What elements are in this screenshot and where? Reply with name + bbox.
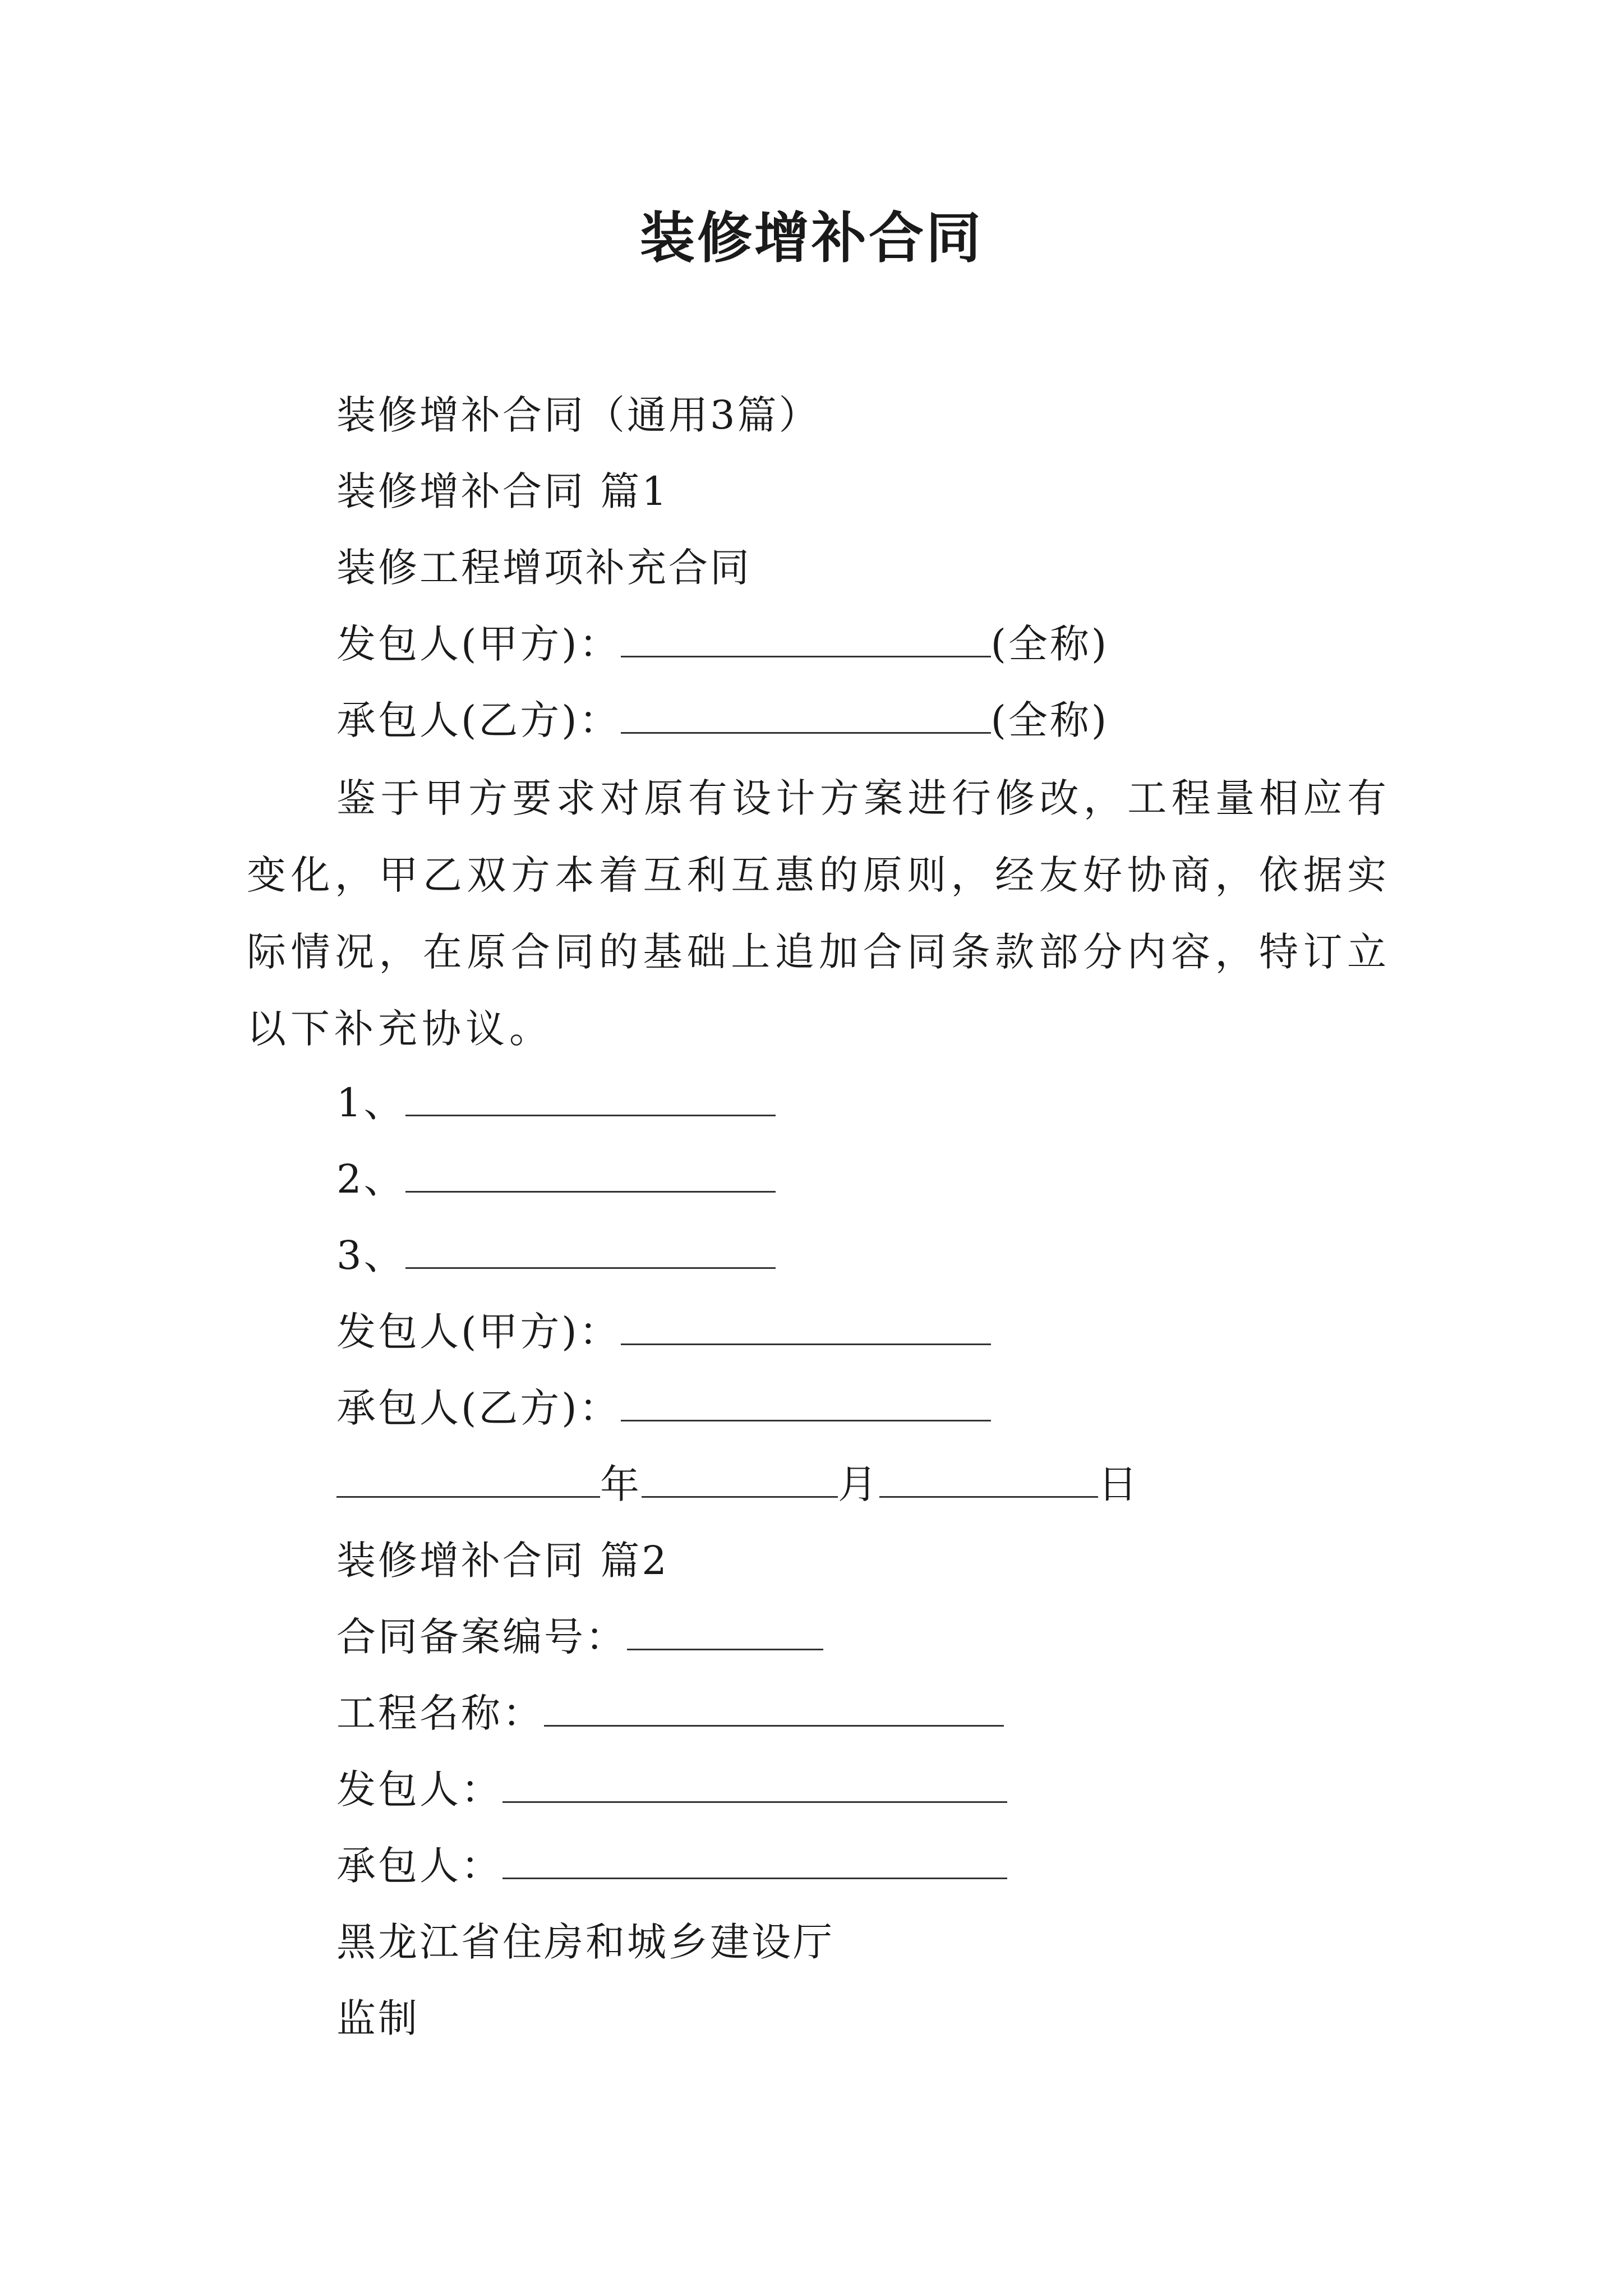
item-3-blank — [405, 1232, 776, 1269]
sign-a-line — [336, 1304, 991, 1360]
month-blank — [642, 1461, 838, 1498]
project-name-blank — [544, 1690, 1004, 1727]
item-1-number: 1、 — [336, 1080, 405, 1126]
item-2-number: 2、 — [336, 1156, 405, 1202]
sign-b-label: 承包人(乙方)： — [336, 1385, 621, 1431]
sign-b-line — [336, 1380, 991, 1436]
party-b-blank — [621, 697, 991, 734]
sign-a-label: 发包人(甲方)： — [336, 1309, 621, 1355]
subtitle: 装修增补合同（通用3篇） — [336, 392, 820, 438]
item-2-line — [336, 1151, 776, 1207]
item-3-line — [336, 1227, 776, 1283]
employer-label: 发包人： — [336, 1766, 502, 1812]
item-2-blank — [405, 1156, 776, 1193]
section1-doc-title: 装修工程增项补充合同 — [336, 545, 751, 591]
party-b-full-name-note: (全称) — [990, 697, 1109, 743]
section1-heading: 装修增补合同 篇1 — [336, 468, 669, 514]
document-title: 装修增补合同 — [639, 206, 983, 270]
day-blank — [879, 1461, 1098, 1498]
sign-a-blank — [621, 1309, 991, 1345]
sign-b-blank — [621, 1385, 991, 1421]
item-1-line — [336, 1075, 776, 1131]
contractor-blank — [502, 1843, 1007, 1879]
supervised-label: 监制 — [336, 1995, 419, 2041]
contractor-label: 承包人： — [336, 1843, 502, 1889]
intro-paragraph: 鉴于甲方要求对原有设计方案进行修改，工程量相应有变化，甲乙双方本着互利互惠的原则，经友好协商，依据实际情况，在原合同的基础上追加合同条款部分内容，特订立以下补充协议。 — [247, 775, 1391, 1052]
record-no-blank — [627, 1614, 823, 1650]
record-no-label: 合同备案编号： — [336, 1614, 627, 1660]
contractor-line — [336, 1838, 1007, 1894]
item-1-blank — [405, 1080, 776, 1116]
party-a-blank — [621, 621, 991, 657]
date-line — [336, 1456, 1140, 1512]
project-name-label: 工程名称： — [336, 1690, 544, 1736]
authority-name: 黑龙江省住房和城乡建设厅 — [336, 1919, 834, 1965]
party-a-full-name-note: (全称) — [990, 621, 1109, 667]
project-name-line — [336, 1685, 1004, 1741]
employer-blank — [502, 1766, 1007, 1803]
party-a-line — [336, 616, 1109, 672]
item-3-number: 3、 — [336, 1232, 405, 1278]
month-label: 月 — [838, 1461, 879, 1507]
employer-line — [336, 1761, 1007, 1818]
year-blank — [336, 1461, 600, 1498]
party-b-line — [336, 692, 1109, 748]
party-a-label: 发包人(甲方)： — [336, 621, 621, 667]
record-no-line — [336, 1609, 823, 1665]
day-label: 日 — [1098, 1461, 1140, 1507]
year-label: 年 — [600, 1461, 642, 1507]
party-b-label: 承包人(乙方)： — [336, 697, 621, 743]
section2-heading: 装修增补合同 篇2 — [336, 1538, 669, 1584]
